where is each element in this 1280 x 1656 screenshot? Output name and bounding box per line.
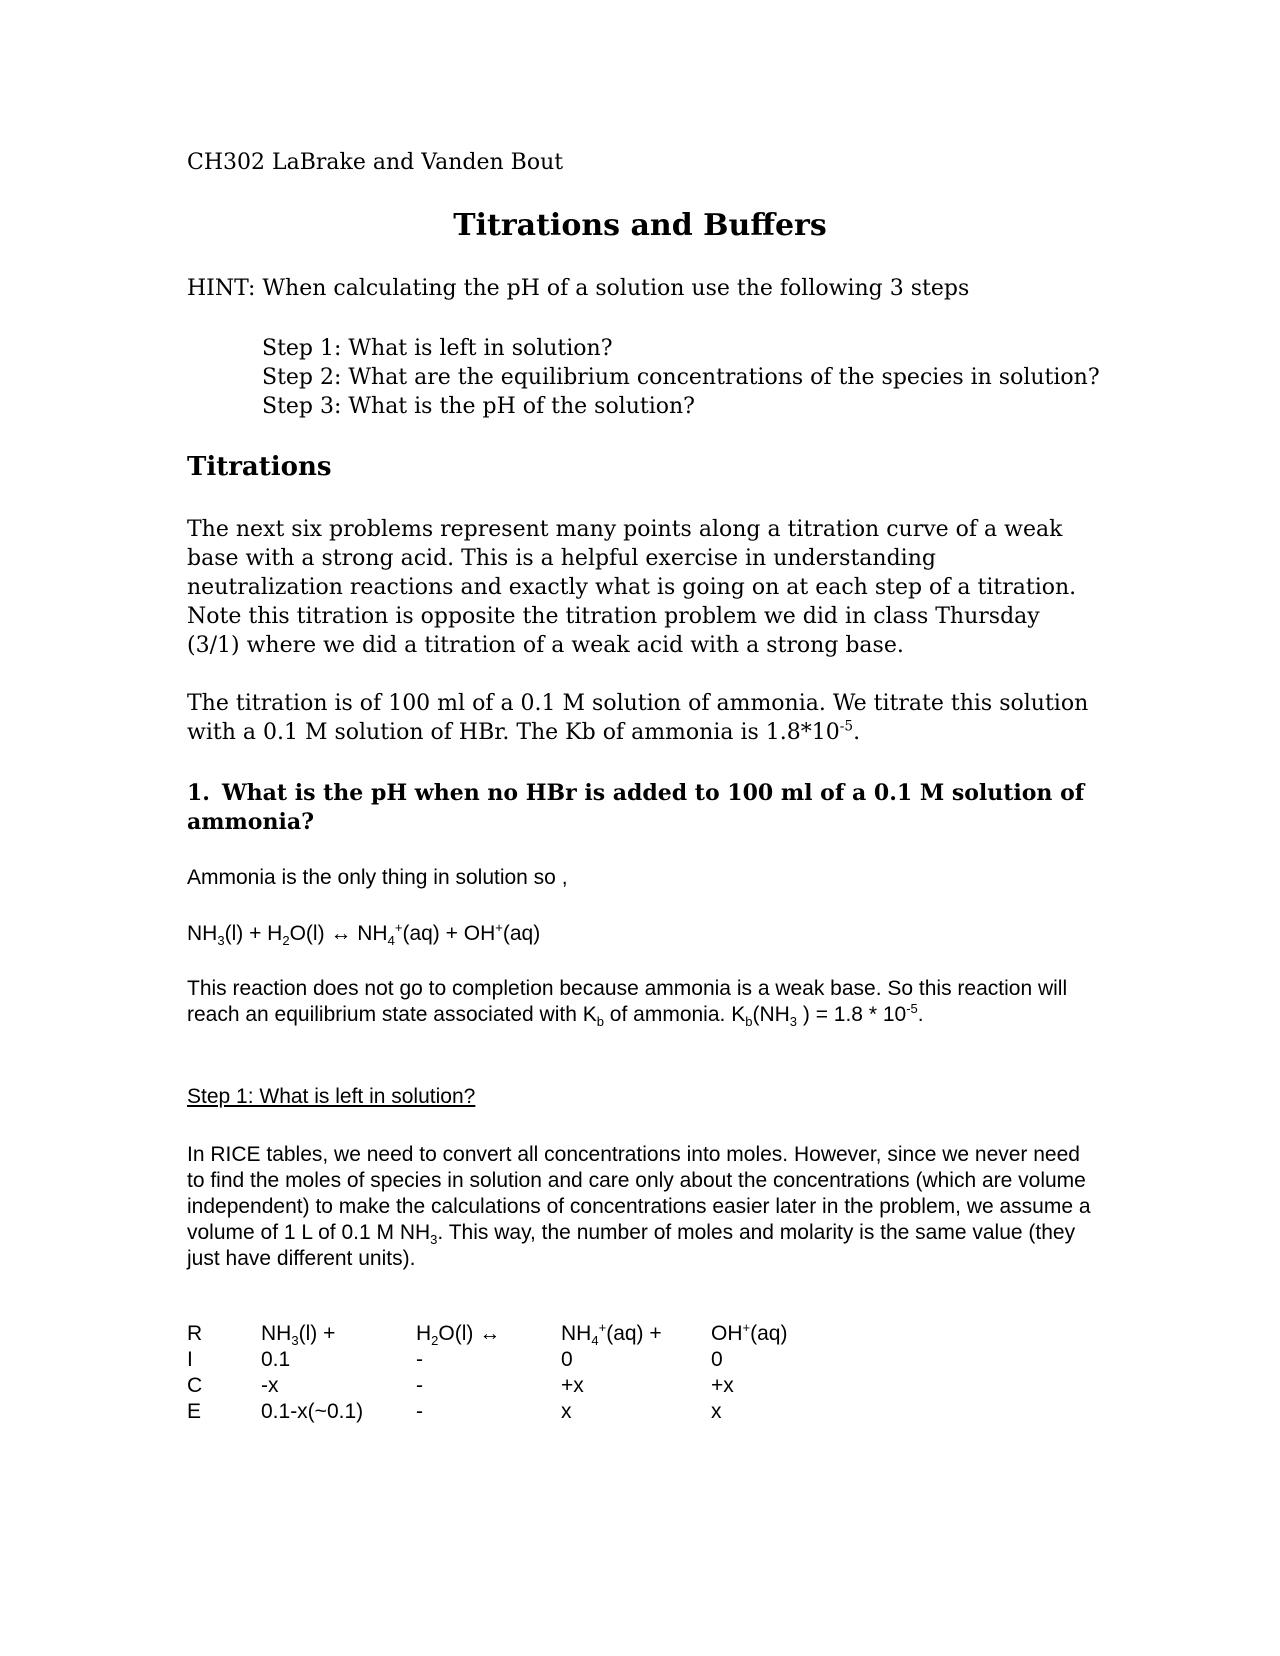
rice-header-nh4 xyxy=(561,1322,711,1348)
rice-label-c: C xyxy=(187,1374,203,1397)
rice-cell-nh3: 0.1 xyxy=(261,1348,291,1371)
reaction-nh3-label: NH xyxy=(187,922,218,945)
setup-end: . xyxy=(853,720,861,745)
hint-step-3: Step 3: What is the pH of the solution? xyxy=(262,394,695,419)
rice-header-nh3-a: NH xyxy=(261,1322,292,1345)
rice-row-equilibrium xyxy=(187,1400,861,1426)
equilibrium-text-1: This reaction does not go to completion because ammonia is a weak base. So this reaction will reach an equilibrium state associated with K xyxy=(187,977,1068,1026)
step-1-heading: Step 1: What is left in solution? xyxy=(187,1085,476,1108)
rice-header-h2o xyxy=(416,1322,561,1348)
equilibrium-text-4: ) = 1.8 * 10 xyxy=(797,1003,907,1026)
intro-paragraph: The next six problems represent many points along a titration curve of a weak base with a strong acid. This is a helpful exercise in understanding neutralization reactions and exactly what is going on at each step of a titration. Note this titration is opposite the titration problem we did in class Thursday (3/1) where we did a titration of a weak acid with a strong base. xyxy=(187,517,1077,658)
rice-row-initial xyxy=(187,1348,861,1374)
equilibrium-sub-b: b xyxy=(596,1014,604,1030)
rice-header-nh3 xyxy=(261,1322,416,1348)
rice-label-i: I xyxy=(187,1348,193,1371)
reaction-equation xyxy=(187,920,541,949)
question-1-number: 1. xyxy=(187,780,210,806)
equilibrium-sub-3: 3 xyxy=(789,1014,798,1030)
rice-header-nh4-b: (aq) + xyxy=(606,1322,662,1345)
reaction-sub-4: 4 xyxy=(387,933,395,949)
rice-cell-oh: x xyxy=(711,1400,722,1423)
equilibrium-text-2: of ammonia. K xyxy=(603,1003,746,1026)
rice-header-nh4-sub: 4 xyxy=(591,1333,599,1349)
rice-header-h2o-sub: 2 xyxy=(431,1333,439,1349)
rice-text-2: . This way, the number of moles and molarity is the same value (they just have different units). xyxy=(187,1221,1076,1270)
equilibrium-sub-b-2: b xyxy=(745,1014,753,1030)
rice-cell-h2o: - xyxy=(416,1348,423,1371)
setup-paragraph xyxy=(187,689,1092,747)
rice-header-row xyxy=(187,1322,861,1348)
reaction-part-3: (aq) + OH xyxy=(402,922,496,945)
rice-header-oh-sup: + xyxy=(742,1320,751,1335)
rice-row-change xyxy=(187,1374,861,1400)
rice-text-1: In RICE tables, we need to convert all concentrations into moles. However, since we never need to find the moles of species in solution and care only about the concentrations (which are volume independent) to make the calculations of concentrations easier later in the problem, we assume a volume of 1 L of 0.1 M NH xyxy=(187,1143,1091,1244)
reaction-part-4: (aq) xyxy=(502,922,541,945)
hint-intro: HINT: When calculating the pH of a solution use the following 3 steps xyxy=(187,276,970,301)
rice-cell-oh: +x xyxy=(711,1374,734,1397)
question-1-text: What is the pH when no HBr is added to 100 ml of a 0.1 M solution of ammonia? xyxy=(187,780,1085,835)
equilibrium-paragraph xyxy=(187,976,1092,1028)
rice-header-nh3-b: (l) + xyxy=(298,1322,336,1345)
equilibrium-text-3: (NH xyxy=(752,1003,790,1026)
reaction-part-1: (l) + H xyxy=(224,922,283,945)
rice-header-oh-b: (aq) xyxy=(750,1322,788,1345)
equilibrium-exponent: -5 xyxy=(906,1001,918,1016)
rice-cell-nh4: x xyxy=(561,1400,572,1423)
rice-cell-oh: 0 xyxy=(711,1348,723,1371)
rice-sub-3: 3 xyxy=(430,1232,438,1248)
rice-cell-nh3: -x xyxy=(261,1374,279,1397)
rice-paragraph xyxy=(187,1142,1092,1272)
rice-label-r: R xyxy=(187,1322,203,1345)
rice-table xyxy=(187,1322,861,1426)
course-header: CH302 LaBrake and Vanden Bout xyxy=(187,150,564,175)
ammonia-only-line: Ammonia is the only thing in solution so , xyxy=(187,866,568,889)
question-1 xyxy=(187,779,1092,837)
rice-header-nh3-sub: 3 xyxy=(291,1333,299,1349)
rice-header-h2o-b: O(l) ↔ xyxy=(438,1322,501,1345)
rice-cell-h2o: - xyxy=(416,1374,423,1397)
document-title: Titrations and Buffers xyxy=(453,208,827,243)
setup-text: The titration is of 100 ml of a 0.1 M solution of ammonia. We titrate this solution with a 0.1 M solution of HBr. The Kb of ammonia is 1.8*10 xyxy=(187,691,1089,745)
hint-step-1: Step 1: What is left in solution? xyxy=(262,336,613,361)
rice-cell-h2o: - xyxy=(416,1400,423,1423)
reaction-part-2: O(l) ↔ NH xyxy=(289,922,388,945)
rice-header-oh xyxy=(711,1322,861,1348)
rice-cell-nh3: 0.1-x(~0.1) xyxy=(261,1400,364,1423)
rice-cell-nh4: 0 xyxy=(561,1348,573,1371)
reaction-sub-3: 3 xyxy=(217,933,225,949)
equilibrium-text-5: . xyxy=(917,1003,924,1026)
section-heading-titrations: Titrations xyxy=(187,452,332,482)
reaction-sub-2: 2 xyxy=(282,933,290,949)
setup-exponent: -5 xyxy=(839,718,854,735)
hint-steps-list xyxy=(262,334,1100,421)
reaction-sup-plus-2: + xyxy=(495,920,503,935)
rice-header-oh-a: OH xyxy=(711,1322,743,1345)
rice-cell-nh4: +x xyxy=(561,1374,584,1397)
rice-header-h2o-a: H xyxy=(416,1322,432,1345)
hint-step-2: Step 2: What are the equilibrium concentrations of the species in solution? xyxy=(262,365,1100,390)
rice-header-nh4-sup: + xyxy=(598,1320,607,1335)
reaction-sup-plus: + xyxy=(394,920,403,935)
rice-label-e: E xyxy=(187,1400,202,1423)
rice-header-nh4-a: NH xyxy=(561,1322,592,1345)
